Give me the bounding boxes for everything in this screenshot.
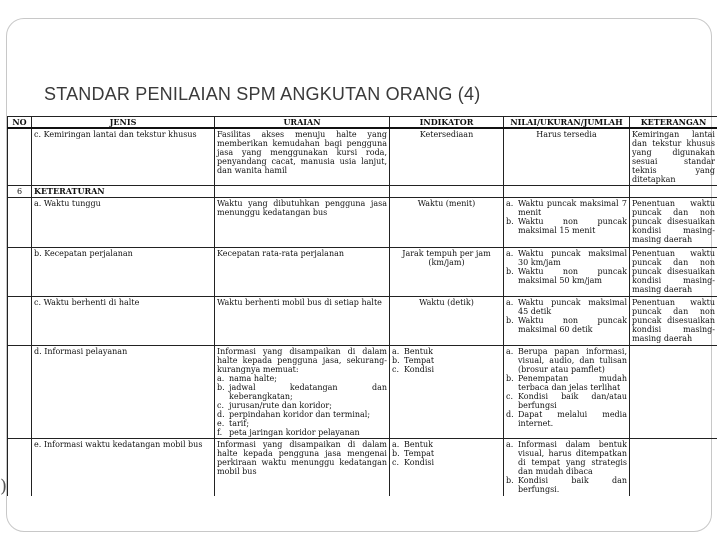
table-row [8, 248, 718, 297]
indikator-list [392, 347, 501, 374]
margin-bracket-mark: ) [0, 476, 8, 497]
list-item: b. Kondisi baik dan berfungsi. [506, 476, 627, 494]
list-item: a. Waktu puncak maksimal 45 detik [506, 298, 627, 316]
cell-keterangan: Penentuan waktu puncak dan non puncak disesuaikan kondisi masing-masing daerah [630, 248, 718, 297]
cell-uraian: Kecepatan rata-rata perjalanan [215, 248, 390, 297]
table-row [8, 346, 718, 439]
cell-jenis: c. Waktu berhenti di halte [32, 297, 215, 346]
cell-nilai: Harus tersedia [504, 128, 630, 186]
list-item: b. Waktu non puncak maksimal 50 km/jam [506, 267, 627, 285]
cell-jenis: d. Informasi pelayanan [32, 346, 215, 439]
cell-uraian: Fasilitas akses menuju halte yang memberikan kemudahan bagi pengguna jasa yang menggunakan kursi roda, penyandang cacat, manusia usia lanjut, dan wanita hamil [215, 128, 390, 186]
cell-uraian: Waktu berhenti mobil bus di setiap halte [215, 297, 390, 346]
cell-nilai [504, 439, 630, 497]
list-item: b. Waktu non puncak maksimal 60 detik [506, 316, 627, 334]
cell-jenis: c. Kemiringan lantai dan tekstur khusus [32, 128, 215, 186]
list-item: c. Kondisi [392, 458, 435, 467]
nilai-list [506, 298, 627, 334]
list-item: d. Dapat melalui media internet. [506, 410, 627, 428]
list-item: a. Bentuk [392, 347, 433, 356]
nilai-list [506, 440, 627, 494]
table-row [8, 128, 718, 186]
list-item: f. peta jaringan koridor pelayanan [217, 428, 360, 437]
section-title: KETERATURAN [32, 186, 215, 198]
list-item: a. Waktu puncak maksimal 7 menit [506, 199, 627, 217]
cell-indikator: Waktu (menit) [390, 198, 504, 248]
cell-keterangan [630, 346, 718, 439]
list-item: d. perpindahan koridor dan terminal; [217, 410, 371, 419]
header-jenis: JENIS [32, 117, 215, 129]
cell-nilai [504, 346, 630, 439]
list-item: b. Waktu non puncak maksimal 15 menit [506, 217, 627, 235]
cell-indikator [390, 439, 504, 497]
header-uraian: URAIAN [215, 117, 390, 129]
section-number: 6 [8, 186, 32, 198]
spm-standard-table [7, 116, 717, 496]
list-item: a. nama halte; [217, 374, 277, 383]
scanned-table [7, 116, 717, 496]
cell-uraian: Informasi yang disampaikan di dalam halte kepada pengguna jasa mengenai perkiraan waktu menunggu kedatangan mobil bus [215, 439, 390, 497]
header-keterangan: KETERANGAN [630, 117, 718, 129]
list-item: c. Kondisi baik dan/atau berfungsi [506, 392, 627, 410]
list-item: a. Bentuk [392, 440, 433, 449]
cell-uraian: Waktu yang dibutuhkan pengguna jasa menunggu kedatangan bus [215, 198, 390, 248]
cell-uraian [215, 346, 390, 439]
cell-keterangan [630, 439, 718, 497]
uraian-list [217, 374, 387, 437]
list-item: b. Tempat [392, 356, 435, 365]
cell-jenis: a. Waktu tunggu [32, 198, 215, 248]
list-item: a. Informasi dalam bentuk visual, harus ditempatkan di tempat yang strategis dan mudah dibaca [506, 440, 627, 476]
cell-indikator [390, 346, 504, 439]
cell-nilai [504, 297, 630, 346]
uraian-intro: Informasi yang disampaikan di dalam halte kepada pengguna jasa, sekurang-kurangnya memuat: [217, 347, 387, 374]
header-nilai: NILAI/UKURAN/JUMLAH [504, 117, 630, 129]
cell-keterangan: Kemiringan lantai dan tekstur khusus yang digunakan sesuai standar teknis yang ditetapkan [630, 128, 718, 186]
header-no: NO [8, 117, 32, 129]
cell-keterangan: Penentuan waktu puncak dan non puncak disesuaikan kondisi masing-masing daerah [630, 198, 718, 248]
nilai-list [506, 347, 627, 428]
cell-jenis: b. Kecepatan perjalanan [32, 248, 215, 297]
cell-indikator: Waktu (detik) [390, 297, 504, 346]
table-row [8, 198, 718, 248]
cell-keterangan: Penentuan waktu puncak dan non puncak disesuaikan kondisi masing-masing daerah [630, 297, 718, 346]
cell-nilai [504, 198, 630, 248]
nilai-list [506, 249, 627, 285]
list-item: c. Kondisi [392, 365, 435, 374]
table-row [8, 439, 718, 497]
slide-title: STANDAR PENILAIAN SPM ANGKUTAN ORANG (4) [44, 84, 481, 104]
list-item: a. Berupa papan informasi, visual, audio, dan tulisan (brosur atau pamflet) [506, 347, 627, 374]
list-item: b. Tempat [392, 449, 435, 458]
section-row [8, 186, 718, 198]
cell-indikator: Ketersediaan [390, 128, 504, 186]
cell-nilai [504, 248, 630, 297]
table-header-row [8, 117, 718, 129]
cell-indikator: Jarak tempuh per jam (km/jam) [390, 248, 504, 297]
list-item: e. tarif; [217, 419, 250, 428]
list-item: a. Waktu puncak maksimal 30 km/jam [506, 249, 627, 267]
list-item: b. jadwal kedatangan dan keberangkatan; [217, 383, 387, 401]
indikator-list [392, 440, 501, 467]
list-item: b. Penempatan mudah terbaca dan jelas terlihat [506, 374, 627, 392]
header-indikator: INDIKATOR [390, 117, 504, 129]
cell-jenis: e. Informasi waktu kedatangan mobil bus [32, 439, 215, 497]
cell-no [8, 128, 32, 186]
nilai-list [506, 199, 627, 235]
list-item: c. jurusan/rute dan koridor; [217, 401, 332, 410]
table-row [8, 297, 718, 346]
